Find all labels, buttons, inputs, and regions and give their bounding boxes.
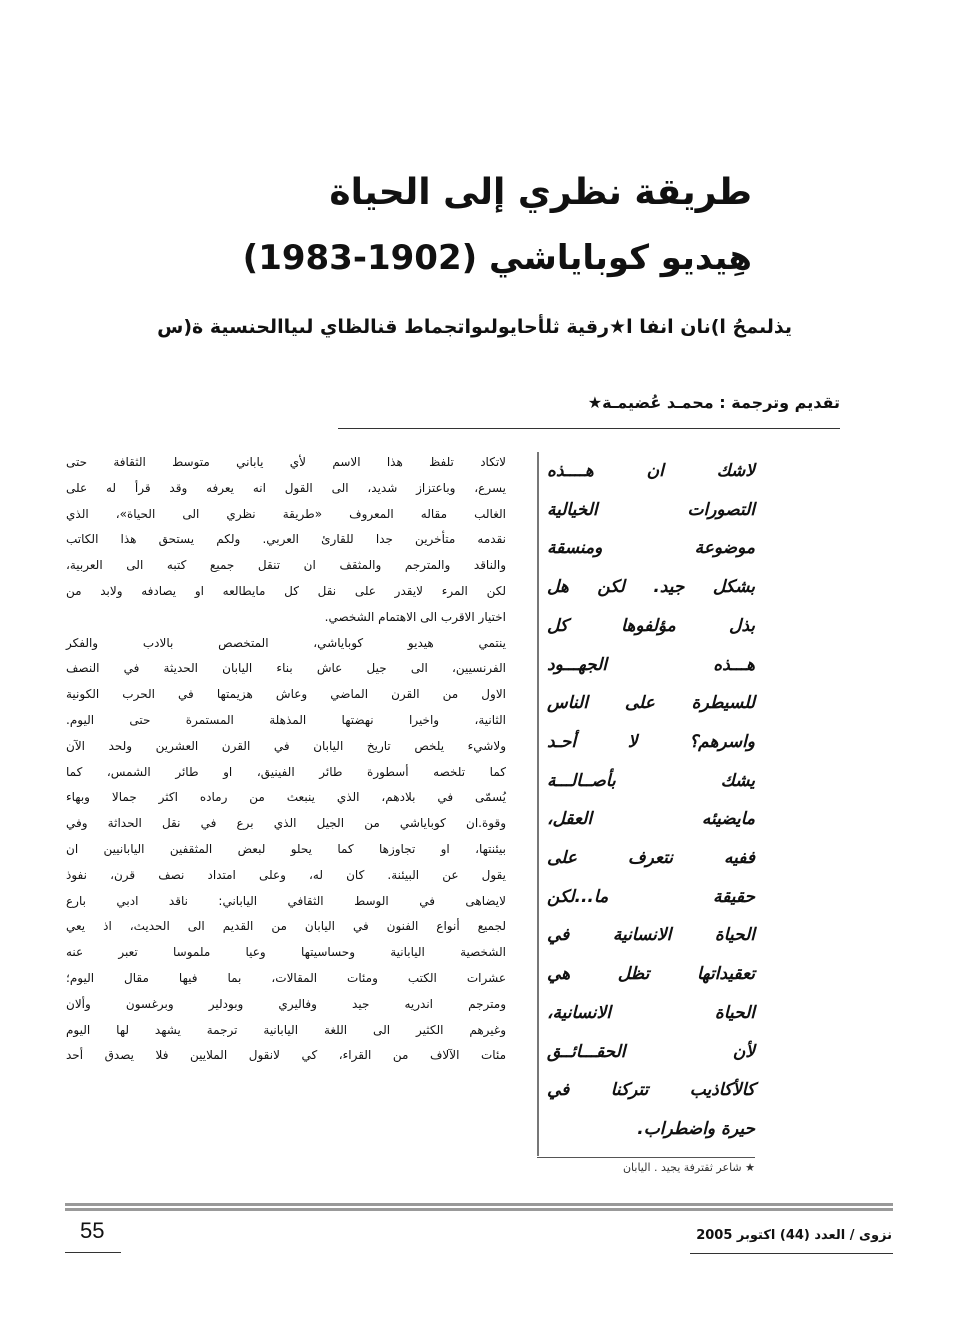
body-line: عشرات الكتب ومئات المقالات، بما فيها مقال اليوم؛ <box>66 970 506 985</box>
page-number-underline <box>65 1252 121 1253</box>
footer-rule <box>65 1208 893 1211</box>
pull-quote-line: تعقيداتها تظل هي <box>547 964 755 985</box>
pull-quote <box>537 452 755 1156</box>
pull-quote-line: موضوعة ومنسقة <box>547 538 755 559</box>
body-line: الثانية، واخيرا نهضتها المذهلة المستمرة حتى اليوم. <box>66 712 506 727</box>
issue-info: نزوى / العدد (44) اكتوبر 2005 <box>696 1228 892 1243</box>
byline: تقديم وترجمة : محمـد عُضيمـة★ <box>587 393 840 412</box>
pull-quote-line: حيرة واضطراب. <box>637 1118 755 1139</box>
pull-quote-line: الحياة الانسانية في <box>547 925 755 946</box>
body-line: وقوة.ان كوباياشي من الجيل الذي برع في نقل الحداثة وفي <box>66 816 506 831</box>
pull-quote-line: هـــذه الجهـــود <box>547 654 755 675</box>
pull-quote-line: لاشك ان هــــذه <box>547 461 755 481</box>
body-line: الشخصية اليابانية وحساسيتها وعيا ملموسا تعبر عنه <box>66 945 506 960</box>
body-line: ولاشيء يلخص تاريخ اليابان في القرن العشرين ولحد الآن <box>66 738 506 753</box>
pull-quote-line: بشكل جيد. لكن هل <box>547 577 755 598</box>
body-line: اختيار الاقرب الى الاهتمام الشخصي. <box>324 609 506 624</box>
article-title: طريقة نظري إلى الحياة <box>329 172 752 213</box>
body-line: نقدمه متأخرين جدا للقارئ العربي. ولكم يستحق هذا الكاتب <box>66 532 506 547</box>
pull-quote-divider <box>537 1157 755 1158</box>
body-line: لجميع أنواع الفنون في اليابان من القديم الى الحديث، اذ يعي <box>66 919 506 934</box>
pull-quote-line: حقيقة ما...لكن <box>547 886 755 907</box>
body-line: الفرنسيين، الى جيل عاش بناء اليابان الحديثة في النصف <box>66 661 506 676</box>
pull-quote-line: كالأكاذيب تتركنا في <box>547 1080 755 1101</box>
pull-quote-line: ففيه نتعرف على <box>547 848 755 869</box>
pull-quote-line: مايضيئه العقل، <box>547 809 755 830</box>
body-line: كما تلخصه أسطورة طائر الفينيق، او طائر الشمس، كما <box>66 764 506 779</box>
body-line: لايضاهى في الوسط الثقافي الياباني: ناقد ادبي بارع <box>66 893 506 908</box>
page-number: 55 <box>80 1218 105 1243</box>
pull-quote-line: الحياة الانسانية، <box>547 1002 755 1023</box>
byline-divider <box>338 428 840 429</box>
body-line: لاتكاد تلفظ هذا الاسم لأي ياباني متوسط الثقافة حتى <box>66 455 506 469</box>
body-line: يقول عن البيئنة. كان له، وعلى امتداد نصف قرن، نفوذ <box>66 867 506 882</box>
author-name-dates: هِيديو كوباياشي (1902-1983) <box>242 238 752 278</box>
body-line: لكن المرء لايقدر على نقل كل مايطالعه او يصادفه ولابد من <box>66 583 506 598</box>
body-line: ومترجم اندريه جيد وفاليري وبودلير وبرغسون وألان <box>66 996 506 1011</box>
pull-quote-line: للسيطرة على الناس <box>547 693 755 714</box>
pull-quote-line: يشك بأصــالـــة <box>547 770 755 791</box>
pull-quote-line: لأن الحقـــائــق <box>547 1041 755 1062</box>
body-line: بيئنتها، او تجاوزها كما يحلو لبعض المثقفين اليابانيين ان <box>66 841 506 856</box>
body-line: وغيرهم الكثير الى اللغة اليابانية ترجمة يشهد لها اليوم <box>66 1022 506 1037</box>
body-line: الاول من القرن الماضي وعاش هزيمتها في الحرب الكونية <box>66 687 506 702</box>
article-subtitle: يذلىمحُ ا)نان انفا ا★رقية ثلأحايولىواتجماط قنالظاي لىياالحنسية ة(س <box>157 316 792 338</box>
body-line: يُسمّى في بلادهم، الذي ينبعث من رماده اكثر جمالا وبهاء <box>66 790 506 805</box>
body-line: الغالب مقاله المعروف «طريقة نظري الى الحياة»، الذي <box>66 506 506 521</box>
body-line: ينتمي هيديو كوباياشي، المتخصص بالادب والفكر <box>66 635 506 650</box>
footer-rule <box>65 1203 893 1206</box>
issue-underline <box>690 1253 893 1254</box>
body-line: مئات الآلاف من القراء، كي لانقول الملايين فلا يصدق أحد <box>66 1048 506 1063</box>
body-line: والناقد والمترجم والمثقف ان تنقل جميع كتبه الى العربية، <box>66 558 506 573</box>
pull-quote-line: واسرهم؟ لا أحـد <box>547 731 755 752</box>
pull-quote-line: بذل مؤلفوها كل <box>547 615 755 636</box>
footnote: ★ شاعر ثقترفة يجيد . اليابان <box>622 1161 755 1174</box>
pull-quote-line: التصورات الخيالية <box>547 499 755 520</box>
body-line: يسرع، وباعتزاز شديد، الى القول انه يعرفه وقد قرأ له على <box>66 480 506 495</box>
article-body <box>66 450 506 1069</box>
